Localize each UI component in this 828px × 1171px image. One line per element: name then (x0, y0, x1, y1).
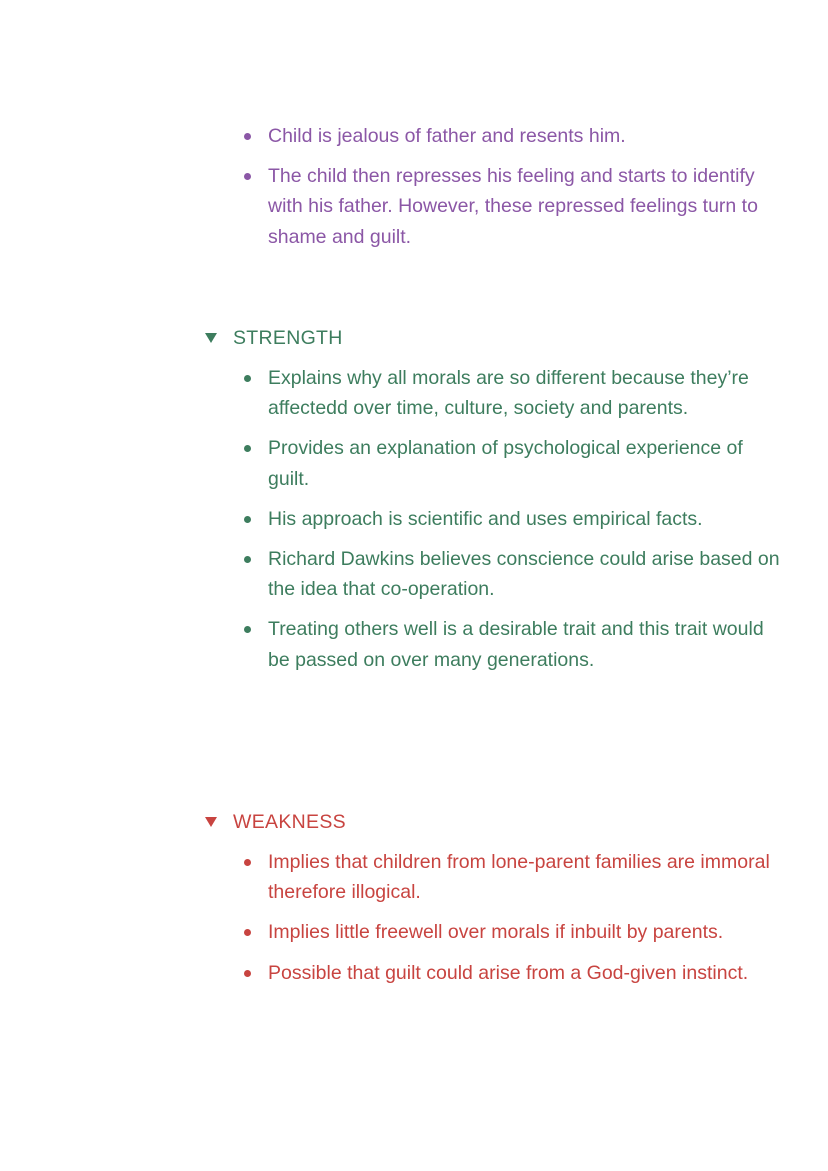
list-item-text: Richard Dawkins believes conscience could arise based on the idea that co-operation. (268, 548, 780, 601)
list-item-text: Provides an explanation of psychological experience of guilt. (268, 437, 743, 490)
bullet-icon (244, 626, 251, 633)
weakness-toggle[interactable] (0, 807, 828, 837)
list-item (0, 161, 828, 252)
list-item (0, 917, 828, 947)
list-item (0, 121, 828, 151)
bullet-icon (244, 859, 251, 866)
list-item-text: Implies that children from lone-parent families are immoral therefore illogical. (268, 851, 770, 904)
bullet-icon (244, 133, 251, 140)
list-item-text: Possible that guilt could arise from a God-given instinct. (268, 961, 749, 984)
list-item (0, 504, 828, 534)
list-item-text: His approach is scientific and uses empirical facts. (268, 507, 703, 530)
list-item-text: Treating others well is a desirable trait and this trait would be passed on over many generations. (268, 618, 764, 671)
strength-toggle[interactable] (0, 323, 828, 353)
bullet-icon (244, 173, 251, 180)
list-item (0, 847, 828, 907)
triangle-down-icon[interactable] (205, 817, 217, 827)
bullet-icon (244, 970, 251, 977)
list-item (0, 433, 828, 493)
list-item (0, 363, 828, 423)
bullet-icon (244, 516, 251, 523)
weakness-bullet-list (0, 847, 828, 988)
strength-section (0, 323, 828, 685)
strength-bullet-list (0, 363, 828, 675)
list-item (0, 614, 828, 674)
strength-title: STRENGTH (233, 327, 343, 349)
intro-bullet-list (0, 121, 828, 252)
list-item-text: Child is jealous of father and resents him. (268, 125, 626, 147)
bullet-icon (244, 445, 251, 452)
weakness-section (0, 807, 828, 998)
bullet-icon (244, 556, 251, 563)
list-item-text: The child then represses his feeling and starts to identify with his father. However, these repressed feelings turn to shame and guilt. (268, 165, 758, 248)
bullet-icon (244, 375, 251, 382)
weakness-title: WEAKNESS (233, 811, 346, 833)
intro-section (0, 121, 828, 262)
list-item (0, 544, 828, 604)
bullet-icon (244, 929, 251, 936)
list-item-text: Implies little freewell over morals if inbuilt by parents. (268, 921, 724, 944)
list-item-text: Explains why all morals are so different because they’re affectedd over time, culture, society and parents. (268, 367, 749, 420)
list-item (0, 958, 828, 988)
triangle-down-icon[interactable] (205, 333, 217, 343)
